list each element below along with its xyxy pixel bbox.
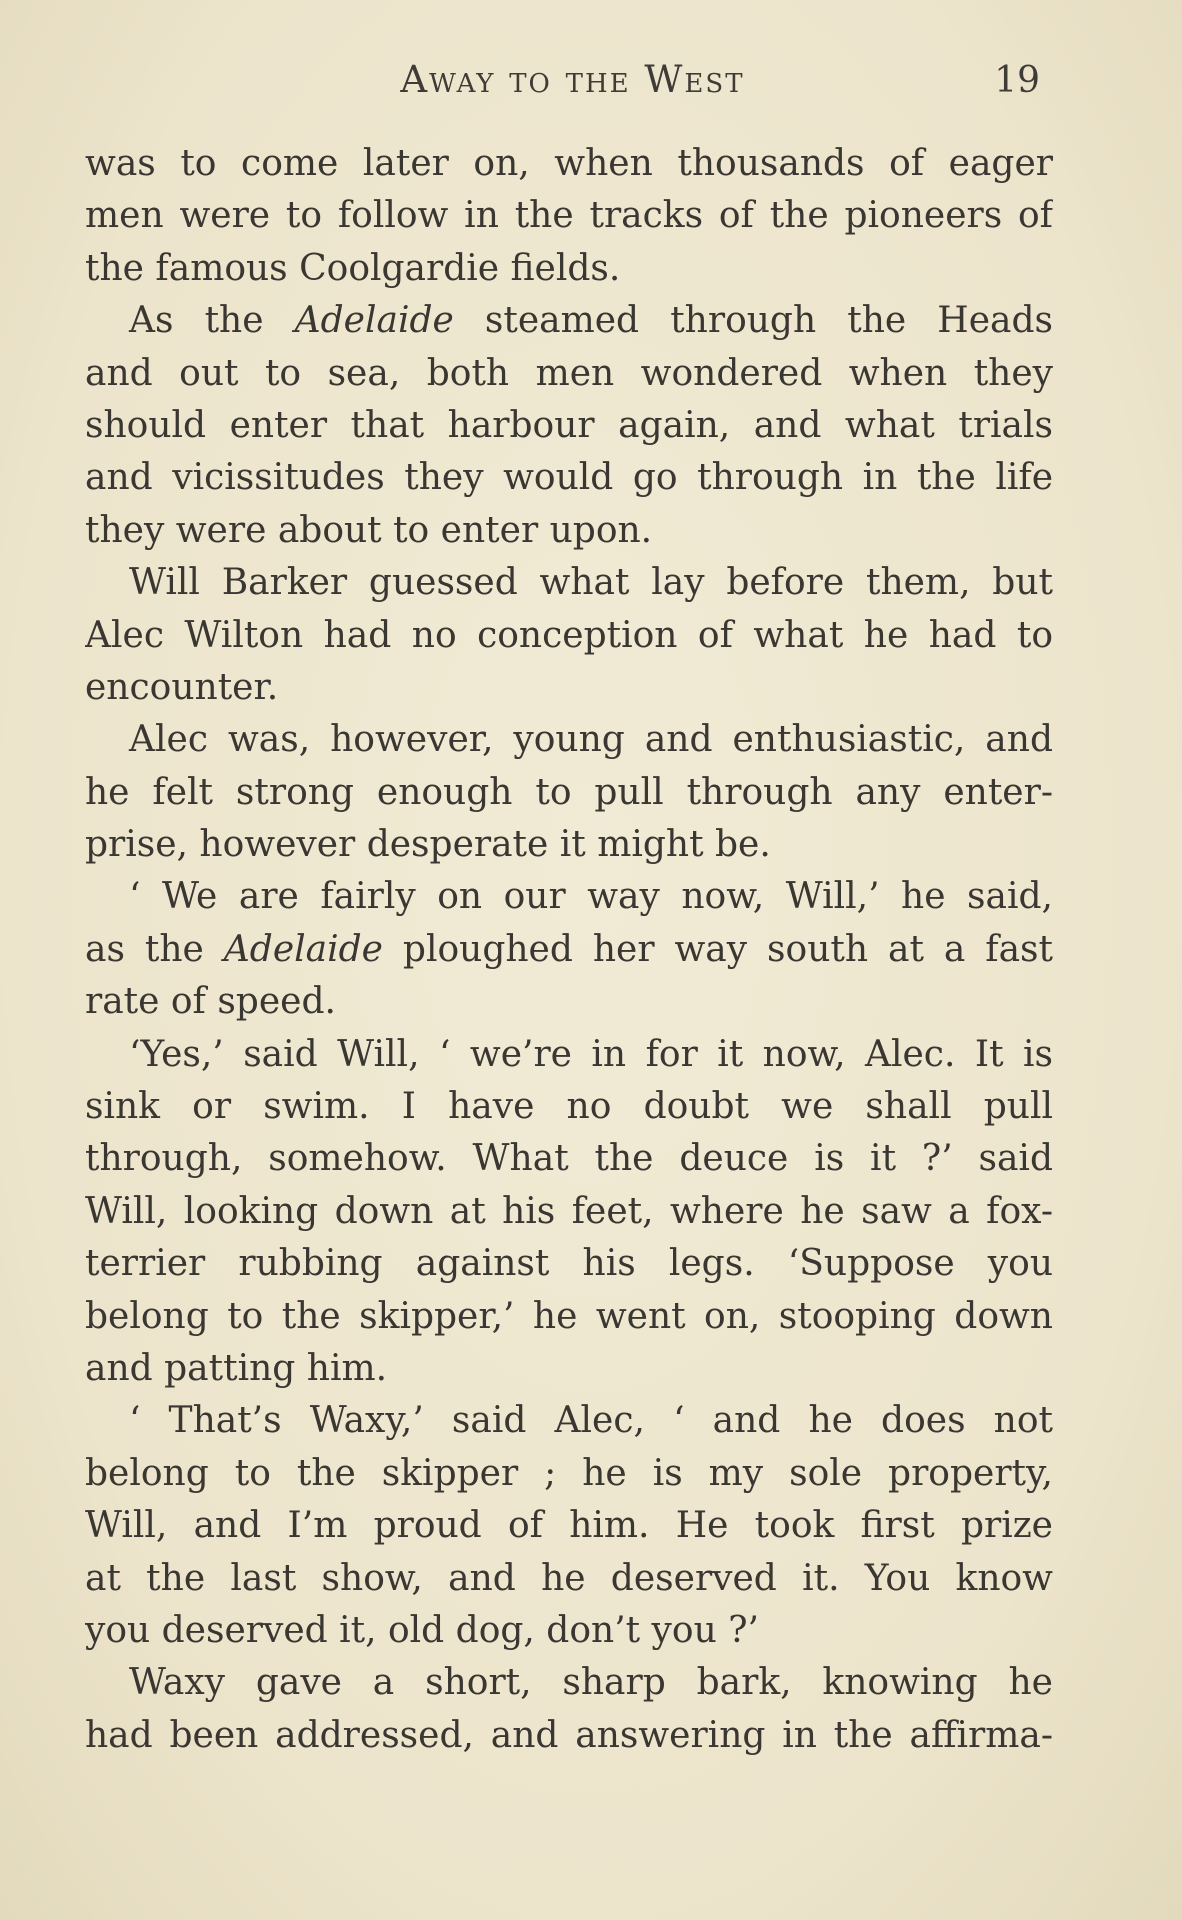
text-line: terrier rubbing against his legs. ‘Suppose you <box>85 1243 1053 1285</box>
text-line: through, somehow. What the deuce is it ?’ said <box>85 1138 1053 1180</box>
text-line: had been addressed, and answering in the affirma- <box>85 1714 1053 1756</box>
body-text <box>85 138 1053 1762</box>
text-line: ‘Yes,’ said Will, ‘ we’re in for it now, Alec. It is <box>129 1033 1053 1075</box>
text-line: and vicissitudes they would go through in the life <box>85 457 1053 499</box>
text-line: and patting him. <box>85 1347 388 1389</box>
ship-name: Adelaide <box>223 928 383 970</box>
text-line: men were to follow in the tracks of the pioneers of <box>85 195 1053 237</box>
text-line: Will, looking down at his feet, where he saw a fox- <box>85 1190 1053 1232</box>
text-line: Will, and I’m proud of him. He took first prize <box>85 1505 1053 1547</box>
text-line: belong to the skipper,’ he went on, stooping down <box>85 1295 1053 1337</box>
text-line: Alec was, however, young and enthusiastic, and <box>129 719 1053 761</box>
text-line: Will Barker guessed what lay before them, but <box>129 562 1053 604</box>
text-line: prise, however desperate it might be. <box>85 824 771 866</box>
text-line: and out to sea, both men wondered when they <box>85 352 1053 394</box>
text-line: Waxy gave a short, sharp bark, knowing he <box>129 1662 1053 1704</box>
text-line: the famous Coolgardie fields. <box>85 247 621 289</box>
text-line: sink or swim. I have no doubt we shall pull <box>85 1086 1053 1128</box>
text-line: Alec Wilton had no conception of what he had to <box>85 614 1053 656</box>
text-line: ‘ We are fairly on our way now, Will,’ he said, <box>129 876 1053 918</box>
text-line: belong to the skipper ; he is my sole property, <box>85 1452 1053 1494</box>
ship-name: Adelaide <box>294 300 454 342</box>
text-line: as the Adelaide ploughed her way south at a fast <box>85 928 1053 970</box>
running-head: Away to the West <box>400 58 745 101</box>
text-line: they were about to enter upon. <box>85 509 653 551</box>
page-header <box>85 58 1060 108</box>
page-number: 19 <box>994 60 1040 101</box>
text-line: was to come later on, when thousands of eager <box>85 143 1053 184</box>
text-line: encounter. <box>85 666 279 708</box>
text-line: rate of speed. <box>85 981 336 1023</box>
text-line: you deserved it, old dog, don’t you ?’ <box>85 1609 759 1651</box>
text-line: at the last show, and he deserved it. You know <box>85 1557 1053 1599</box>
text-line: ‘ That’s Waxy,’ said Alec, ‘ and he does not <box>129 1400 1053 1442</box>
text-line: As the Adelaide steamed through the Heads <box>129 300 1053 342</box>
text-line: he felt strong enough to pull through any enter- <box>85 771 1053 813</box>
text-line: should enter that harbour again, and what trials <box>85 404 1053 446</box>
